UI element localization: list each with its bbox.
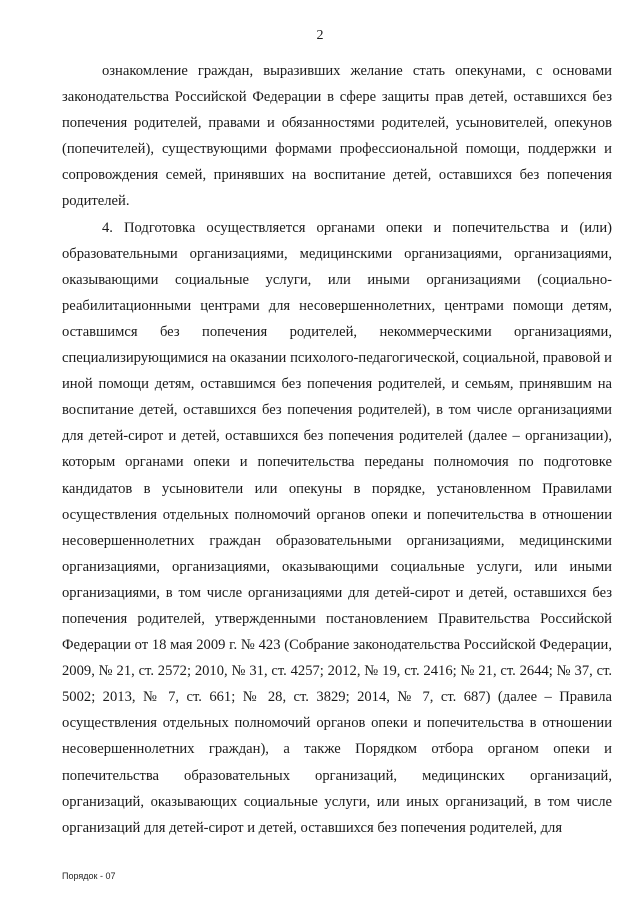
page-footer: Порядок - 07 xyxy=(62,871,116,881)
page-number: 2 xyxy=(316,28,324,43)
paragraph-continuation: ознакомление граждан, выразивших желание стать опекунами, с основами законодательства Российской Федерации в сфере защиты прав детей, оставшихся без попечения родителей, правами и обязанностями родителей, усыновителей, опекунов (попечителей), существующими формами профессиональной помощи, поддержки и сопровождения семей, принявших на воспитание детей, оставшихся без попечения родителей. xyxy=(62,63,612,210)
document-body xyxy=(62,58,612,841)
paragraph-item-4: 4. Подготовка осуществляется органами опеки и попечительства и (или) образовательными организациями, медицинскими организациями, организациями, оказывающими социальные услуги, или иными организациями (социально-реабилитационными центрами для несовершеннолетних, центрами помощи детям, оставшимся без попечения родителей, некоммерческими организациями, специализирующимися на оказании психолого-педагогической, социальной, правовой и иной помощи детям, оставшимся без попечения родителей, и семьям, принявшим на воспитание детей, оставшихся без попечения родителей), в том числе организациями для детей-сирот и детей, оставшихся без попечения родителей (далее – организации), которым органами опеки и попечительства переданы полномочия по подготовке кандидатов в усыновители или опекуны в порядке, установленном Правилами осуществления отдельных полномочий органов опеки и попечительства в отношении несовершеннолетних граждан образовательными организациями, медицинскими организациями, организациями, оказывающими социальные услуги, или иными организациями, в том числе организациями для детей-сирот и детей, оставшихся без попечения родителей, утвержденными постановлением Правительства Российской Федерации от 18 мая 2009 г. № 423 (Собрание законодательства Российской Федерации, 2009, № 21, ст. 2572; 2010, № 31, ст. 4257; 2012, № 19, ст. 2416; № 21, ст. 2644; № 37, ст. 5002; 2013, № 7, ст. 661; № 28, ст. 3829; 2014, № 7, ст. 687) (далее – Правила осуществления отдельных полномочий органов опеки и попечительства в отношении несовершеннолетних граждан), а также Порядком отбора органом опеки и попечительства образовательных организаций, медицинских организаций, организаций, оказывающих социальные услуги, или иных организаций, в том числе организаций для детей-сирот и детей, оставшихся без попечения родителей, для xyxy=(62,219,612,836)
